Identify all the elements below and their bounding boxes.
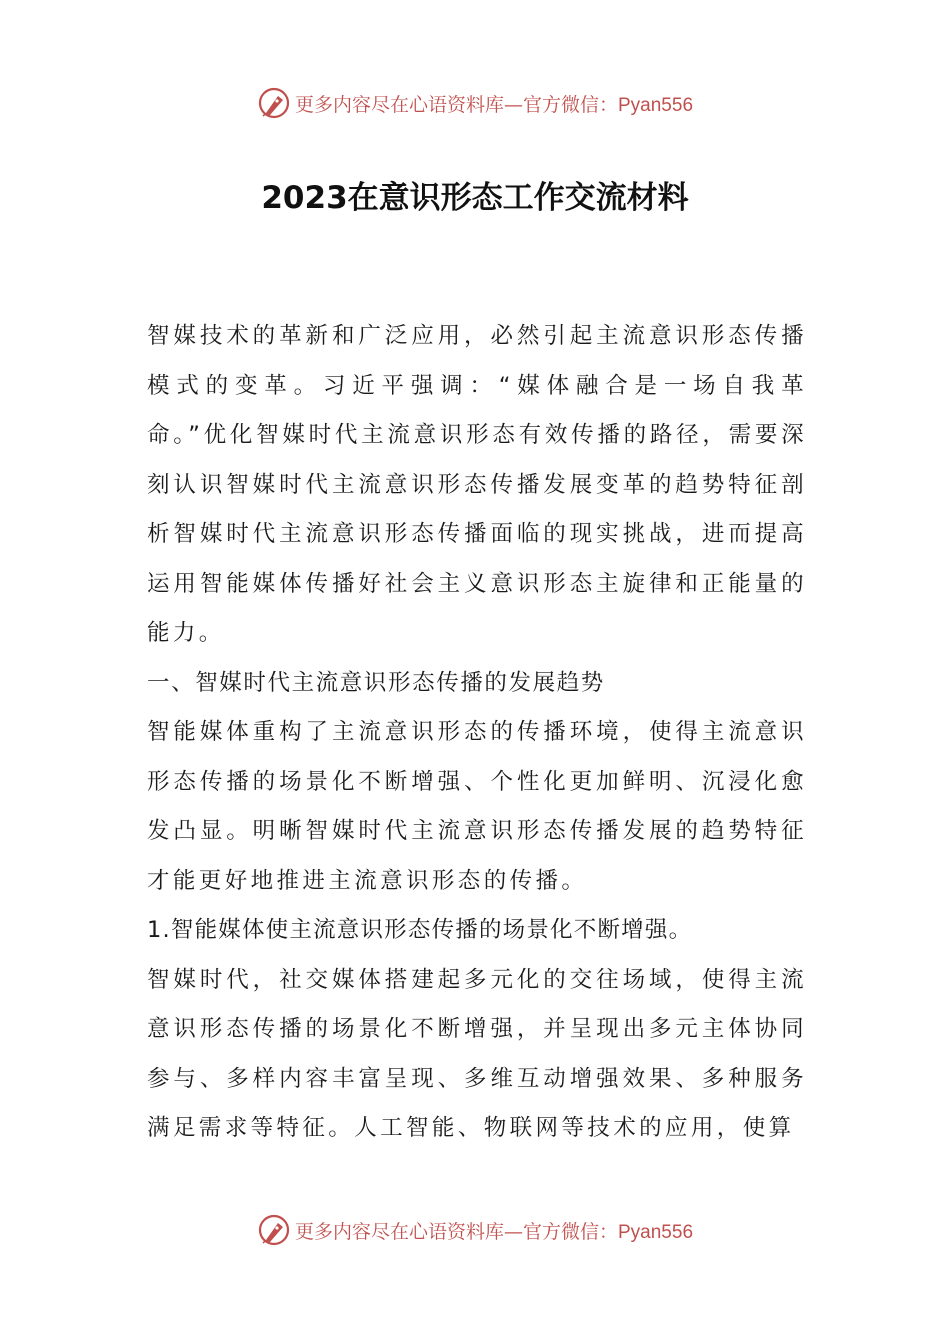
watermark-text xyxy=(295,90,693,117)
watermark-text xyxy=(295,1217,693,1244)
pen-nib-icon xyxy=(257,1213,291,1247)
header-watermark xyxy=(0,83,950,123)
watermark-main: 更多内容尽在心语资料库 xyxy=(294,93,504,116)
pen-nib-icon xyxy=(257,86,291,120)
section-paragraph: 智能媒体重构了主流意识形态的传播环境，使得主流意识形态传播的场景化不断增强、个性化更加鲜明、沉浸化愈发凸显。明晰智媒时代主流意识形态传播发展的趋势特征才能更好地推进主流意识形态的传播。 xyxy=(147,719,807,894)
watermark-id: Pyan556 xyxy=(618,1221,694,1243)
intro-paragraph: 智媒技术的革新和广泛应用，必然引起主流意识形态传播模式的变革。习近平强调：“媒体融合是一场自我革命。”优化智媒时代主流意识形态有效传播的路径，需要深刻认识智媒时代主流意识形态传播发展变革的趋势特征剖析智媒时代主流意识形态传播面临的现实挑战，进而提高运用智能媒体传播好社会主义意识形态主旋律和正能量的能力。 xyxy=(147,323,807,646)
section-heading: 一、智媒时代主流意识形态传播的发展趋势 xyxy=(147,669,605,696)
watermark-main: 更多内容尽在心语资料库 xyxy=(294,1220,504,1243)
document-body xyxy=(147,312,807,1154)
page-title: 2023在意识形态工作交流材料 xyxy=(261,180,689,216)
watermark-label: 官方微信： xyxy=(522,93,618,116)
subsection-paragraph: 智媒时代，社交媒体搭建起多元化的交往场域，使得主流意识形态传播的场景化不断增强，并呈现出多元主体协同参与、多样内容丰富呈现、多维互动增强效果、多种服务满足需求等特征。人工智能、物联网等技术的应用，使算 xyxy=(147,966,807,1141)
footer-watermark xyxy=(0,1210,950,1250)
watermark-separator: — xyxy=(503,1220,523,1243)
watermark-label: 官方微信： xyxy=(522,1220,618,1243)
subsection-heading: 1.智能媒体使主流意识形态传播的场景化不断增强。 xyxy=(147,917,693,943)
watermark-id: Pyan556 xyxy=(618,94,694,116)
watermark-separator: — xyxy=(503,93,523,116)
